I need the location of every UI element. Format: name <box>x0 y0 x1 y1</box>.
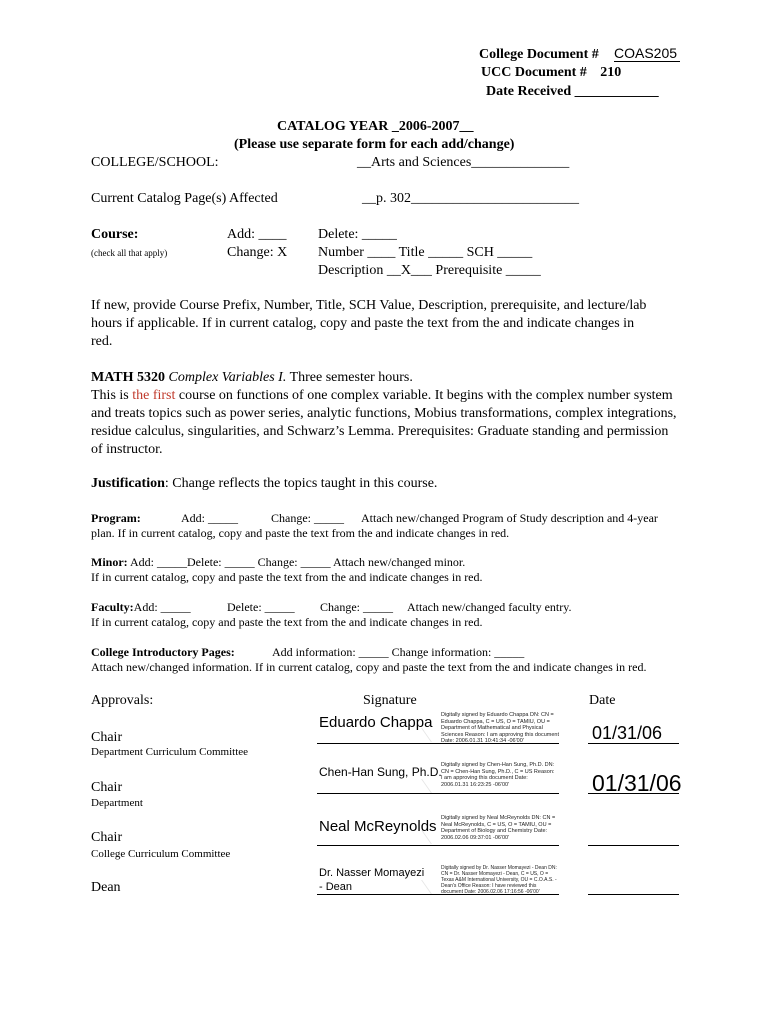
intro-pages-label: College Introductory Pages: <box>91 645 235 659</box>
course-entry <box>91 369 681 459</box>
signature-heading: Signature <box>363 693 417 708</box>
catalog-year: CATALOG YEAR _2006-2007__ <box>277 119 474 134</box>
signature-detail-3: Digitally signed by Neal McReynolds DN: CN = Neal McReynolds, C = US, O = TAMIU, OU = Department of Biology and Chemistry Date: 2006.02.06 09:37:01 -06'00' <box>441 815 556 841</box>
program-label: Program: <box>91 511 141 525</box>
ucc-document-label: UCC Document # <box>481 65 587 80</box>
catalog-instruction: (Please use separate form for each add/change) <box>234 137 515 152</box>
faculty-line <box>91 600 191 615</box>
signature-line-2 <box>317 793 559 794</box>
signer-name-4: Dr. Nasser Momayezi - Dean <box>319 867 425 893</box>
college-document-number: COAS205 <box>614 45 678 61</box>
signature-detail-2: Digitally signed by Chen-Han Sung, Ph.D. DN: CN = Chen-Han Sung, Ph.D., C = US Reason: I am approving this document Date: 2006.01.31 16:23:25 -06'00' <box>441 762 555 788</box>
date-line-1 <box>588 743 679 744</box>
minor-label: Minor: <box>91 555 128 569</box>
signer-name-3: Neal McReynolds <box>319 818 437 835</box>
approval-unit-1: Department Curriculum Committee <box>91 746 249 758</box>
minor-line <box>91 555 465 570</box>
course-code: MATH 5320 <box>91 370 166 385</box>
approval-role-4: Dean <box>91 880 121 895</box>
college-document-line <box>479 47 599 63</box>
course-desc-changed: the first <box>132 388 176 403</box>
course-delete: Delete: _____ <box>318 227 397 242</box>
justification-line <box>91 476 437 492</box>
signer-name-2: Chen-Han Sung, Ph.D. <box>319 765 442 779</box>
approval-role-3: Chair <box>91 830 123 845</box>
signature-check-icon <box>421 830 442 844</box>
course-desc-a: This is <box>91 388 133 403</box>
course-add: Add: ____ <box>227 227 287 242</box>
course-description-prereq: Description __X___ Prerequisite _____ <box>318 263 541 278</box>
faculty-label: Faculty: <box>91 600 134 614</box>
program-change: Change: _____ <box>271 511 344 525</box>
instructions-paragraph: If new, provide Course Prefix, Number, Title, SCH Value, Description, prerequisite, and lecture/lab hours if applicable. If in current catalog, copy and paste the text from the and indicate changes in red. <box>91 298 647 349</box>
program-attach: Attach new/changed Program of Study description and 4-year <box>361 511 658 525</box>
approvals-heading: Approvals: <box>91 693 154 708</box>
intro-pages-line2: Attach new/changed information. If in current catalog, copy and paste the text from the and indicate changes in red. <box>91 660 647 674</box>
signature-line-4 <box>317 894 559 895</box>
justification-label: Justification <box>91 476 165 491</box>
course-title: Complex Variables I. <box>168 370 287 385</box>
signature-detail-1: Digitally signed by Eduardo Chappa DN: CN = Eduardo Chappa, C = US, O = TAMIU, OU = Department of Mathematical and Physical Sciences Reason: I am approving this document Date: 2006.01.31 10:41:34 -06'00' <box>441 712 560 744</box>
intro-pages-rest: Add information: _____ Change information: _____ <box>272 645 525 659</box>
course-label: Course: <box>91 227 139 242</box>
course-check-note: (check all that apply) <box>91 248 168 258</box>
approval-date-2: 01/31/06 <box>592 770 682 796</box>
date-line-4 <box>588 894 679 895</box>
catalog-pages-value: __p. 302________________________ <box>362 191 579 206</box>
faculty-attach: Attach new/changed faculty entry. <box>407 600 572 614</box>
signer-name-1: Eduardo Chappa <box>319 714 433 731</box>
program-line2: plan. If in current catalog, copy and paste the text from the and indicate changes in red. <box>91 526 510 540</box>
date-line-3 <box>588 845 679 846</box>
course-hours: Three semester hours. <box>286 370 413 385</box>
approval-role-1: Chair <box>91 730 123 745</box>
course-desc-b: course on functions of one complex variable. It begins with the complex number system and treats topics such as power series, analytic functions, Mobius transformations, complex integrations, residue calculus, singularities, and Schwarz’s Lemma. Prerequisites: Graduate standing and permission of instructor. <box>91 388 677 457</box>
ucc-document-line <box>481 65 621 81</box>
signature-detail-4: Digitally signed by Dr. Nasser Momayezi - Dean DN: CN = Dr. Nasser Momayezi - Dean, C = US, O = Texas A&M International University, OU = C.O.A.S. - Dean's Office Reason: I have reviewed this document Date: 2006.02.06 17:16:56 -06'00' <box>441 865 557 895</box>
approval-role-2: Chair <box>91 780 123 795</box>
signature-check-icon <box>421 728 442 742</box>
faculty-add: Add: _____ <box>133 600 191 614</box>
faculty-change: Change: _____ <box>320 600 393 614</box>
date-received-line: Date Received ____________ <box>486 84 659 99</box>
minor-rest: Add: _____Delete: _____ Change: _____ Attach new/changed minor. <box>127 555 466 569</box>
date-line-2 <box>588 793 679 794</box>
approval-date-1: 01/31/06 <box>592 723 663 743</box>
date-heading: Date <box>589 693 616 708</box>
approval-unit-2: Department <box>91 797 143 809</box>
signature-line-1 <box>317 743 559 744</box>
college-document-value <box>614 45 680 62</box>
college-school-label: COLLEGE/SCHOOL: <box>91 155 219 170</box>
signature-line-3 <box>317 845 559 846</box>
justification-text: : Change reflects the topics taught in this course. <box>164 476 438 491</box>
course-change: Change: X <box>227 245 288 260</box>
faculty-delete: Delete: _____ <box>227 600 295 614</box>
program-line <box>91 511 141 526</box>
approval-unit-3: College Curriculum Committee <box>91 848 231 860</box>
course-number-title: Number ____ Title _____ SCH _____ <box>318 245 533 260</box>
college-document-label: College Document # <box>479 47 599 62</box>
signature-check-icon <box>421 779 442 793</box>
catalog-pages-label: Current Catalog Page(s) Affected <box>91 191 278 206</box>
faculty-line2: If in current catalog, copy and paste the text from the and indicate changes in red. <box>91 615 483 629</box>
program-add: Add: _____ <box>181 511 238 525</box>
college-school-value: __Arts and Sciences______________ <box>357 155 570 170</box>
ucc-document-number: 210 <box>600 65 622 80</box>
minor-line2: If in current catalog, copy and paste the text from the and indicate changes in red. <box>91 570 483 584</box>
intro-pages-line <box>91 645 235 660</box>
